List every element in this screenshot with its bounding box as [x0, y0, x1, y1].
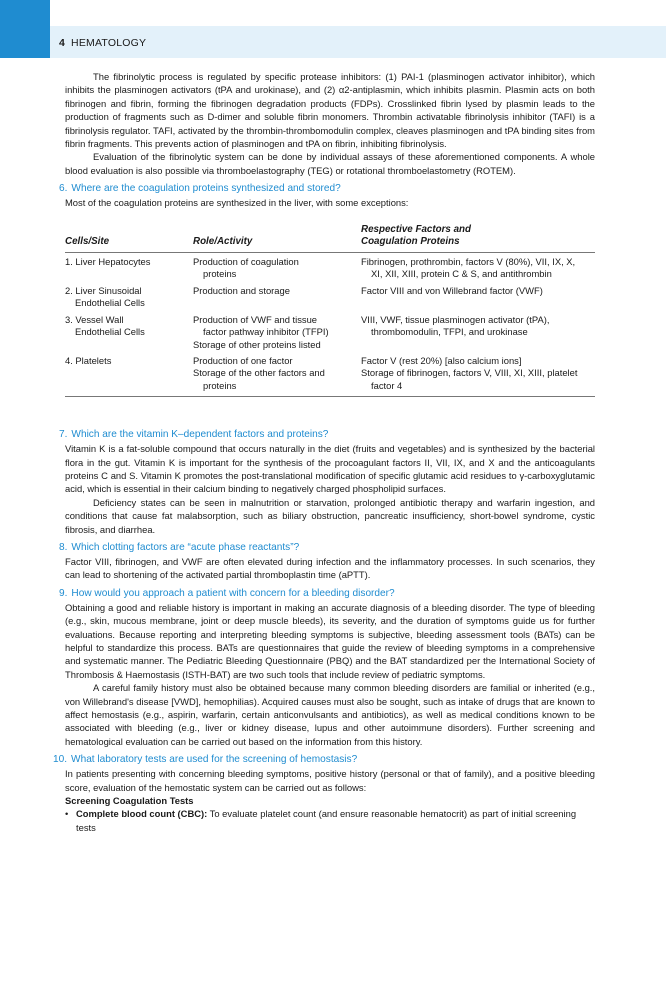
running-title: HEMATOLOGY [71, 37, 147, 49]
running-head [59, 37, 146, 49]
header-role-activity: Role/Activity [193, 224, 361, 253]
factors-cell: VIII, VWF, tissue plasminogen activator (tPA), thrombomodulin, TFPI, and urokinase [361, 313, 550, 338]
question-8-paragraph-1: Factor VIII, fibrinogen, and VWF are often elevated during infection and the inflammatory processes. In such scenarios, they can lead to shortening of the activated partial thromboplastin time (aPTT). [65, 555, 595, 581]
bullet-icon: • [65, 808, 69, 820]
table-row [65, 282, 595, 311]
question-7-paragraph-2: Deficiency states can be seen in malnutrition or starvation, prolonged antibiotic therapy and warfarin ingestion, and conditions that cause fat malabsorption, such as biliary obstruction, pancreatic insufficiency, short-bowel syndrome, cystic fibrosis, and diarrhea. [65, 496, 595, 535]
page-content [53, 70, 595, 834]
role-cell: Production and storage [193, 284, 290, 296]
site-cell: 1. Liver Hepatocytes [65, 256, 151, 268]
table-row [65, 253, 595, 282]
factors-cell: Factor V (rest 20%) [also calcium ions] Storage of fibrinogen, factors V, VIII, XI, XIII, platelet factor 4 [361, 352, 595, 397]
bullet-term: Complete blood count (CBC): [76, 808, 208, 820]
chapter-tab [0, 0, 50, 58]
site-cell: 2. Liver Sinusoidal Endothelial Cells [65, 284, 145, 309]
question-10-paragraph-1: In patients presenting with concerning bleeding symptoms, positive history (personal or that of family), and a positive bleeding score, evaluation of the hemostatic system can be carried out as follows: [65, 768, 595, 793]
role-cell: Production of coagulation proteins [193, 256, 299, 280]
factors-cell: Factor VIII and von Willebrand factor (VWF) [361, 284, 543, 296]
question-8-heading: 8. Which clotting factors are “acute phase reactants”? [59, 541, 300, 553]
question-number: 6. [59, 183, 68, 195]
header-cells-site: Cells/Site [65, 224, 193, 253]
intro-paragraph-1: The fibrinolytic process is regulated by specific protease inhibitors: (1) PAI-1 (plasminogen activator inhibitor), which inhibits the plasminogen activators (tPA and urokinase), and (2) α2-antiplasmin, which inhibits plasmin. Plasmin acts on both fibrinogen and fibrin, forming the fibrinogen degradation products (FDPs). Crosslinked fibrin lysed by plasmin leads to the production of fragments such as D-dimer and soluble fibrin monomers. Thrombin activatable fibrinolysis inhibitor (TAFI) is a fibrinolysis regulator. TAFI, activated by the thrombin-thrombomodulin complex, cleaves plasminogen and tPA binding sites from fibrin fragments. This prevents action of plasminogen and tPA on fibrin, inhibiting fibrinolysis. [65, 71, 595, 150]
question-text: Where are the coagulation proteins synthesized and stored? [71, 183, 341, 195]
role-cell: Production of VWF and tissue factor pathway inhibitor (TFPI) Storage of other proteins listed [193, 313, 329, 350]
screening-tests-subheading: Screening Coagulation Tests [65, 795, 194, 807]
question-9-paragraph-1: Obtaining a good and reliable history is important in making an accurate diagnosis of a bleeding disorder. The type of bleeding (e.g., skin, mucous membrane, joint or deep muscle bleeds), its severity, and the duration of symptoms guide us for further evaluations. Because reporting and interpreting bleeding symptoms is subjective, bleeding assessment tools (BATs) can be helpful to standardize this process. BATs are questionnaires that guide the review of bleeding symptoms in a comprehensive and systematic manner. The Pediatric Bleeding Questionnaire (PBQ) and the BAT standardized per the International Society of Thrombosis & Haemostasis (ISTH-BAT) are two such tools that include review of pediatric symptoms. [65, 601, 595, 680]
header-band [0, 0, 666, 58]
question-7-paragraph-1: Vitamin K is a fat-soluble compound that occurs naturally in the diet (fruits and vegetables) and is synthesized by the bacterial flora in the gut. Vitamin K is important for the synthesis of the procoagulant factors II, VII, IX, and X and the anticoagulants proteins C and S. Vitamin K promotes the post-translational modification of specific glutamic acid residues to γ-carboxyglutamic acid, which is essential in their calcium binding to negatively charged phospholipid surfaces. [65, 443, 595, 495]
question-6-heading [59, 182, 595, 196]
question-9-heading: 9. How would you approach a patient with concern for a bleeding disorder? [59, 587, 395, 599]
page-number: 4 [59, 37, 66, 49]
question-10-heading: 10. What laboratory tests are used for the screening of hemostasis? [53, 754, 358, 766]
factors-cell: Fibrinogen, prothrombin, factors V (80%), VII, IX, X, XI, XII, XIII, protein C & S, and antithrombin [361, 256, 576, 280]
question-7-heading: 7. Which are the vitamin K–dependent factors and proteins? [59, 429, 329, 441]
site-cell: 3. Vessel Wall Endothelial Cells [65, 313, 145, 338]
bullet-text: To evaluate platelet count (and ensure reasonable hematocrit) as part of initial screening tests [76, 808, 577, 833]
table-row [65, 352, 595, 397]
header-factors: Respective Factors and Coagulation Proteins [361, 224, 595, 253]
question-9-paragraph-2: A careful family history must also be obtained because many common bleeding disorders are familial or inherited (e.g., von Willebrand's disease [VWD], hemophilias). Acquired causes must also be sought, such as intake of drugs that are known to affect hemostasis (e.g., aspirin, warfarin, certain anticonvulsants and antibiotics), as well as medical conditions known to be associated with bleeding (e.g., liver or kidney disease, lupus and other autoimmune disorders). Further screening and hematological evaluation can be carried out based on the information from this history. [65, 682, 595, 747]
site-cell: 4. Platelets [65, 352, 193, 397]
table-header-row [65, 224, 595, 253]
table-row [65, 311, 595, 352]
intro-paragraph-2: Evaluation of the fibrinolytic system can be done by individual assays of these aforementioned components. A whole blood evaluation is also possible via thromboelastography (TEG) or rotational thromboelastometry (ROTEM). [65, 151, 595, 176]
question-6-answer: Most of the coagulation proteins are synthesized in the liver, with some exceptions: [65, 197, 409, 209]
list-item [65, 807, 595, 834]
role-cell: Production of one factor Storage of the other factors and proteins [193, 352, 361, 397]
coagulation-proteins-table [65, 224, 595, 397]
spacer [65, 397, 595, 423]
